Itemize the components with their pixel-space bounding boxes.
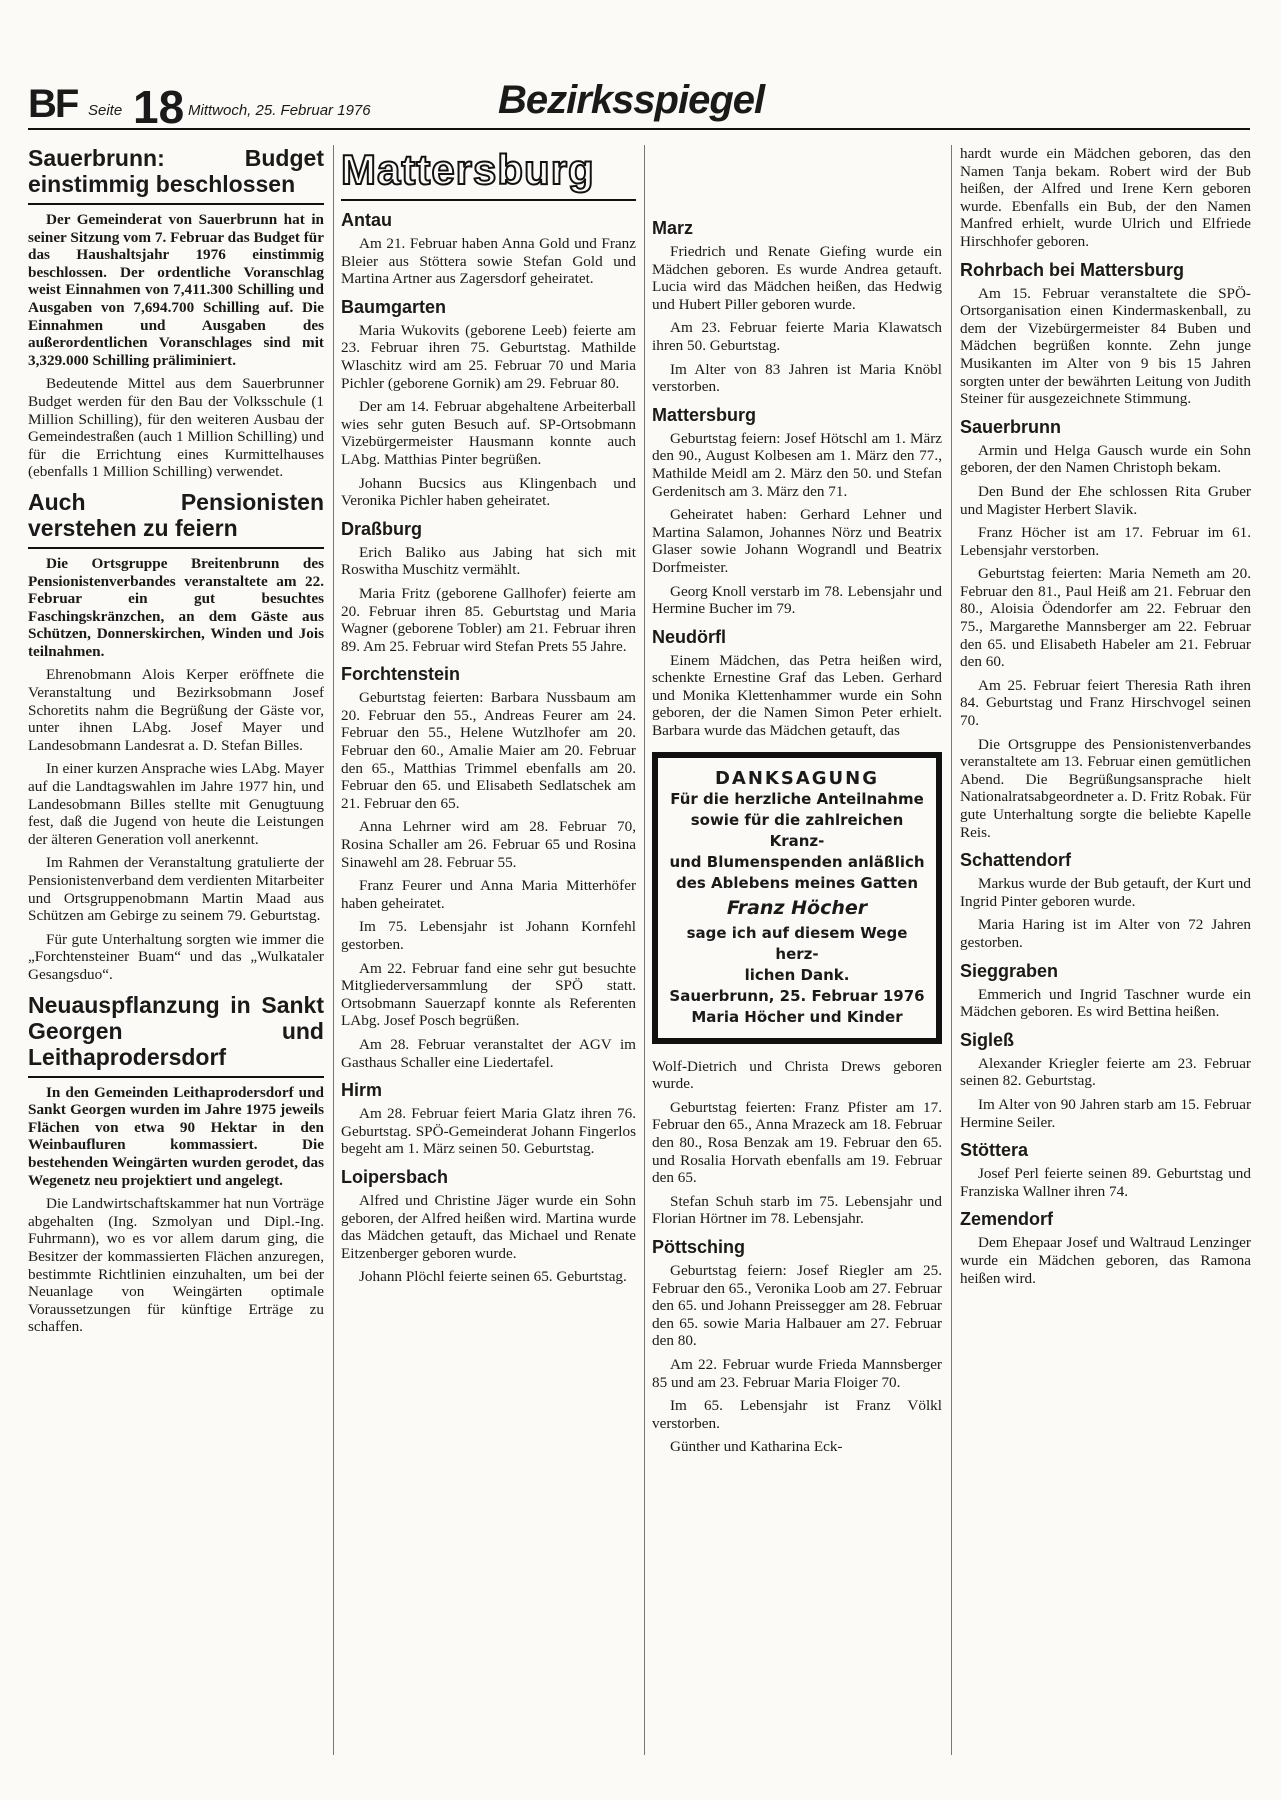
news-item: Geheiratet haben: Gerhard Lehner und Martina Salamon, Johannes Nörz und Beatrix Glaser sowie Johann Wograndl und Beatrix Dorfmeister. [652, 506, 942, 576]
column-2 [341, 145, 636, 1745]
article-paragraph: Ehrenobmann Alois Kerper eröffnete die Veranstaltung und Bezirksobmann Josef Schoretits nahm die Begrüßung der Gäste vor, unter ihnen LAbg. Josef Mayer und Landesobmann Landesrat a. D. Stefan Billes. [28, 666, 324, 754]
column-divider [644, 145, 645, 1755]
ad-line: sowie für die zahlreichen Kranz- [690, 810, 904, 850]
headline-rule [28, 547, 324, 549]
news-item: Den Bund der Ehe schlossen Rita Gruber und Magister Herbert Slavik. [960, 482, 1251, 518]
news-item: Am 21. Februar haben Anna Gold und Franz Bleier aus Stöttera sowie Stefan Gold und Martina Artner aus Zagersdorf geheiratet. [341, 235, 636, 288]
ad-line: des Ablebens meines Gatten [675, 873, 919, 892]
news-item: Im 75. Lebensjahr ist Johann Kornfehl gestorben. [341, 918, 636, 953]
news-item: Geburtstag feiern: Josef Riegler am 25. Februar den 65., Veronika Loob am 27. Februar den 65. und Johann Preissegger am 28. Februar den 65. sowie Maria Halbauer am 27. Februar den 80. [652, 1262, 942, 1350]
news-item: Am 28. Februar veranstaltet der AGV im Gasthaus Schaller eine Liedertafel. [341, 1035, 636, 1071]
news-item: Im Alter von 90 Jahren starb am 15. Februar Hermine Seiler. [960, 1095, 1251, 1131]
news-item: Günther und Katharina Eck- [670, 1438, 843, 1456]
newspaper-logo: BF [28, 82, 78, 126]
news-item: Emmerich und Ingrid Taschner wurde ein Mädchen geboren. Es wird Bettina heißen. [960, 985, 1251, 1021]
news-item: Franz Höcher ist am 17. Februar im 61. Lebensjahr verstorben. [960, 524, 1251, 559]
news-item: Franz Feurer und Anna Maria Mitterhöfer haben geheiratet. [341, 877, 636, 912]
headline-rule [28, 203, 324, 205]
news-item: Stefan Schuh starb im 75. Lebensjahr und Florian Hörtner im 78. Lebensjahr. [652, 1192, 942, 1228]
article-headline: Sauerbrunn: Budget einstimmig beschlossen [28, 145, 324, 197]
article-lead: Die Ortsgruppe Breitenbrunn des Pensionistenverbandes veranstaltete am 22. Februar ein gut besuchtes Faschingskränzchen, an dem Gäste aus Schützen, Donnerskirchen, Winden und Jois teilnahmen. [28, 554, 324, 660]
news-item: Am 25. Februar feiert Theresia Rath ihren 84. Geburtstag und Franz Hirschvogel seinen 70. [960, 676, 1251, 730]
article-headline: Auch Pensionisten verstehen zu feiern [28, 488, 324, 541]
article-paragraph: In einer kurzen Ansprache wies LAbg. Mayer auf die Landtagswahlen im Jahre 1977 hin, und Landesobmann Billes stellte mit Genugtuung fest, daß die Jugend von heute die Leistungen der älteren Generation voll anerkennt. [28, 760, 324, 848]
news-item: Am 22. Februar fand eine sehr gut besuchte Mitgliederversammlung der SPÖ statt. Ortsobmann Sauerzapf konnte als Referenten LAbg. Josef Posch begrüßen. [341, 959, 636, 1030]
issue-date: Mittwoch, 25. Februar 1976 [188, 102, 371, 119]
town-heading: Draßburg [341, 518, 422, 539]
news-item: Wolf-Dietrich und Christa Drews geboren wurde. [652, 1057, 942, 1093]
ad-name: Franz Höcher [726, 896, 868, 919]
news-item: Einem Mädchen, das Petra heißen wird, schenkte Ernestine Graf das Leben. Gerhard und Monika Klettenhammer wurde ein Sohn geboren, der die Namen Simon Peter erhielt. Barbara wurde das Mädchen getauft, das [652, 651, 942, 740]
article-paragraph: Bedeutende Mittel aus dem Sauerbrunner Budget werden für den Bau der Volksschule (1 Million Schilling), für den weiteren Ausbau der Gemeindestraßen (auch 1 Million Schilling) und für die Errichtung eines Kurmittelhauses (ebenfalls 1 Million Schilling) verwendet. [28, 375, 324, 481]
news-item: Maria Haring ist im Alter von 72 Jahren gestorben. [960, 916, 1251, 951]
news-item: Die Ortsgruppe des Pensionistenverbandes veranstaltete am 13. Februar einen gemütlichen Abend. Die Begrüßungsansprache hielt Nationalratsabgeordneter a. D. Fritz Robak. Für gute Unterhaltung sorgte die beliebte Kapelle Reis. [960, 735, 1251, 841]
town-heading: Forchtenstein [341, 664, 461, 685]
town-heading: Loipersbach [341, 1166, 449, 1187]
article-lead: Der Gemeinderat von Sauerbrunn hat in seiner Sitzung vom 7. Februar das Budget für das Haushaltsjahr 1976 einstimmig beschlossen. Der ordentliche Voranschlag weist Einnahmen von 7,411.300 Schilling und Ausgaben von 7,694.700 Schilling auf. Die Einnahmen und Ausgaben des außerordentlichen Voranschlages sind mit 3,329.000 Schilling präliminiert. [28, 211, 324, 369]
ad-line: sage ich auf diesem Wege herz- [686, 923, 908, 963]
news-item: Maria Fritz (geborene Gallhofer) feierte am 20. Februar ihren 85. Geburtstag und Maria Wagner (geborene Tobler) am 21. Februar ihren 89. Am 25. Februar wird Stefan Prets 55 Jahre. [341, 584, 636, 655]
town-heading: Antau [341, 210, 392, 230]
article-paragraph: Die Landwirtschaftskammer hat nun Vorträge abgehalten (Ing. Szmolyan und Dipl.-Ing. Fuhrmann), wo es vor allem darum ging, die Besitzer der kommassierten Flächen anzuregen, bestimmte Richtlinien einzuhalten, um bei der Neuanlage von Weingärten optimale Voraussetzungen für künftige Erträge zu schaffen. [28, 1195, 324, 1336]
news-item: Dem Ehepaar Josef und Waltraud Lenzinger wurde ein Mädchen geboren, das Ramona heißen wird. [960, 1234, 1251, 1287]
town-heading: Marz [652, 218, 694, 238]
town-heading: Sauerbrunn [960, 416, 1062, 437]
thanks-advertisement [652, 752, 942, 1044]
town-heading: Rohrbach bei Mattersburg [960, 259, 1185, 280]
town-heading: Baumgarten [341, 296, 447, 317]
news-item: Johann Bucsics aus Klingenbach und Veronika Pichler haben geheiratet. [341, 474, 636, 510]
town-heading: Mattersburg [652, 404, 757, 425]
town-heading: Schattendorf [960, 850, 1072, 871]
town-heading: Sigleß [960, 1029, 1015, 1050]
article-paragraph: Für gute Unterhaltung sorgten wie immer die „Forchtensteiner Buam“ und das „Wulkataler Gesangsduo“. [28, 930, 324, 983]
column-divider [951, 145, 952, 1755]
news-item: Alfred und Christine Jäger wurde ein Sohn geboren, der Alfred heißen wird. Martina wurde das Mädchen getauft, das Michael und Renate Eitzenberger geboren wurde. [341, 1191, 636, 1262]
news-item: Alexander Kriegler feierte am 23. Februar seinen 82. Geburtstag. [960, 1054, 1251, 1090]
news-item: Im Alter von 83 Jahren ist Maria Knöbl verstorben. [652, 360, 942, 396]
news-item: Geburtstag feierten: Franz Pfister am 17. Februar den 65., Anna Mrazeck am 18. Februar den 80., Rosa Benzak am 19. Februar den 65. und Rosalia Horvath ebenfalls am 19. Februar den 65. [652, 1098, 942, 1187]
ad-line: Für die herzliche Anteilnahme [670, 789, 924, 808]
news-item: Erich Baliko aus Jabing hat sich mit Roswitha Muschitz vermählt. [341, 543, 636, 579]
news-item: Armin und Helga Gausch wurde ein Sohn geboren, der den Namen Christoph bekam. [960, 441, 1251, 477]
news-item: Johann Plöchl feierte seinen 65. Geburtstag. [359, 1268, 627, 1286]
page-header [28, 72, 1250, 133]
news-item: Im 65. Lebensjahr ist Franz Völkl verstorben. [652, 1397, 942, 1432]
section-title: Bezirksspiegel [498, 78, 765, 122]
ad-line: lichen Dank. [744, 965, 850, 984]
news-item: Am 22. Februar wurde Frieda Mannsberger 85 und am 23. Februar Maria Floiger 70. [652, 1355, 942, 1391]
article-paragraph: Im Rahmen der Veranstaltung gratulierte der Pensionistenverband dem verdienten Mitarbeiter und Ortsgruppenobmann Martin Maad aus Schützen am Gebirge zu seinem 79. Geburtstag. [28, 854, 324, 925]
news-item: Maria Wukovits (geborene Leeb) feierte am 23. Februar ihren 75. Geburtstag. Mathilde Wlaschitz wird am 25. Februar 70 und Maria Pichler (geborene Gornik) am 29. Februar 80. [341, 321, 636, 392]
column-1 [28, 145, 324, 1745]
news-item: Georg Knoll verstarb im 78. Lebensjahr und Hermine Bucher im 79. [652, 582, 942, 618]
news-item: Friedrich und Renate Giefing wurde ein Mädchen geboren. Es wurde Andrea getauft. Lucia wird das Mädchen heißen, das Hedwig und Hubert Piller geboren wurde. [652, 243, 942, 313]
news-item: Am 28. Februar feiert Maria Glatz ihren 76. Geburtstag. SPÖ-Gemeinderat Johann Fingerlos begeht am 1. März seinen 50. Geburtstag. [341, 1105, 636, 1158]
district-banner: Mattersburg [341, 145, 636, 201]
page-number: 18 [133, 81, 185, 133]
news-item: Am 15. Februar veranstaltete die SPÖ-Ortsorganisation einen Kindermaskenball, zu dem der Vizebürgermeister 84 Buben und Mädchen begrüßen konnte. Zehn junge Musikanten im Alter von 9 bis 15 Jahren sorgten unter der bewährten Leitung von Judith Steiner für ausgezeichnete Stimmung. [960, 284, 1251, 408]
headline-rule [28, 1076, 324, 1078]
news-item: Am 23. Februar feierte Maria Klawatsch ihren 50. Geburtstag. [652, 319, 942, 354]
news-item: Geburtstag feiern: Josef Hötschl am 1. März den 90., August Kolbesen am 1. März den 77., Mathilde Meidl am 2. März den 50. und Stefan Gerdenitsch am 3. März den 71. [652, 429, 942, 500]
ad-line: Maria Höcher und Kinder [691, 1007, 903, 1026]
news-item: Der am 14. Februar abgehaltene Arbeiterball wies sehr guten Besuch auf. SP-Ortsobmann Vizebürgermeister Hausmann konnte auch LAbg. Matthias Pinter begrüßen. [341, 398, 636, 468]
town-heading: Zemendorf [960, 1209, 1054, 1230]
ad-title: DANKSAGUNG [714, 767, 879, 789]
ad-line: und Blumenspenden anläßlich [669, 852, 925, 871]
news-item: Josef Perl feierte seinen 89. Geburtstag und Franziska Wallner ihren 74. [960, 1165, 1251, 1200]
column-4 [960, 145, 1251, 1745]
article-lead: In den Gemeinden Leithaprodersdorf und Sankt Georgen wurden im Jahre 1975 jeweils Flächen von etwa 90 Hektar in den Weinbaufluren kommassiert. Die bestehenden Weingärten wurden gerodet, das Wegenetz neu projektiert und angelegt. [28, 1083, 324, 1189]
ad-line: Sauerbrunn, 25. Februar 1976 [669, 986, 925, 1005]
news-item: Geburtstag feierten: Barbara Nussbaum am 20. Februar den 55., Andreas Feurer am 24. Februar den 55., Helene Wutzlhofer am 20. Februar den 60., Amalie Maier am 20. Februar den 65., Matthias Trimmel ebenfalls am 20. Februar den 65. und Elisabeth Sedlatschek am 21. Februar den 65. [341, 689, 636, 812]
town-heading: Pöttsching [652, 1237, 745, 1257]
town-heading: Stöttera [960, 1140, 1029, 1161]
article-headline: Neuauspflanzung in Sankt Georgen und Leithaprodersdorf [28, 991, 324, 1070]
news-item: Anna Lehrner wird am 28. Februar 70, Rosina Schaller am 26. Februar 65 und Rosina Sinawehl am 28. Februar 55. [341, 818, 636, 871]
town-heading: Sieggraben [960, 960, 1059, 981]
column-3 [652, 145, 942, 1745]
town-heading: Neudörfl [652, 626, 726, 647]
column-divider [333, 145, 334, 1755]
news-item: Geburtstag feierten: Maria Nemeth am 20. Februar den 81., Paul Heiß am 21. Februar den 80., Aloisia Ödendorfer am 22. Februar den 75., Margarethe Mannsberger am 22. Februar den 65. und Elisabeth Habeler am 21. Februar den 60. [960, 565, 1251, 671]
news-item: Markus wurde der Bub getauft, der Kurt und Ingrid Pinter geboren wurde. [960, 875, 1251, 910]
page-label: Seite [88, 102, 123, 119]
town-heading: Hirm [341, 1080, 383, 1101]
news-item: hardt wurde ein Mädchen geboren, das den Namen Tanja bekam. Robert wird der Bub heißen, der Alfred und Irene Kern geboren wurde. Ebenfalls ein Bub, der den Namen Manfred erhielt, wurde Ulrich und Elfriede Hirschhofer geboren. [960, 145, 1251, 250]
